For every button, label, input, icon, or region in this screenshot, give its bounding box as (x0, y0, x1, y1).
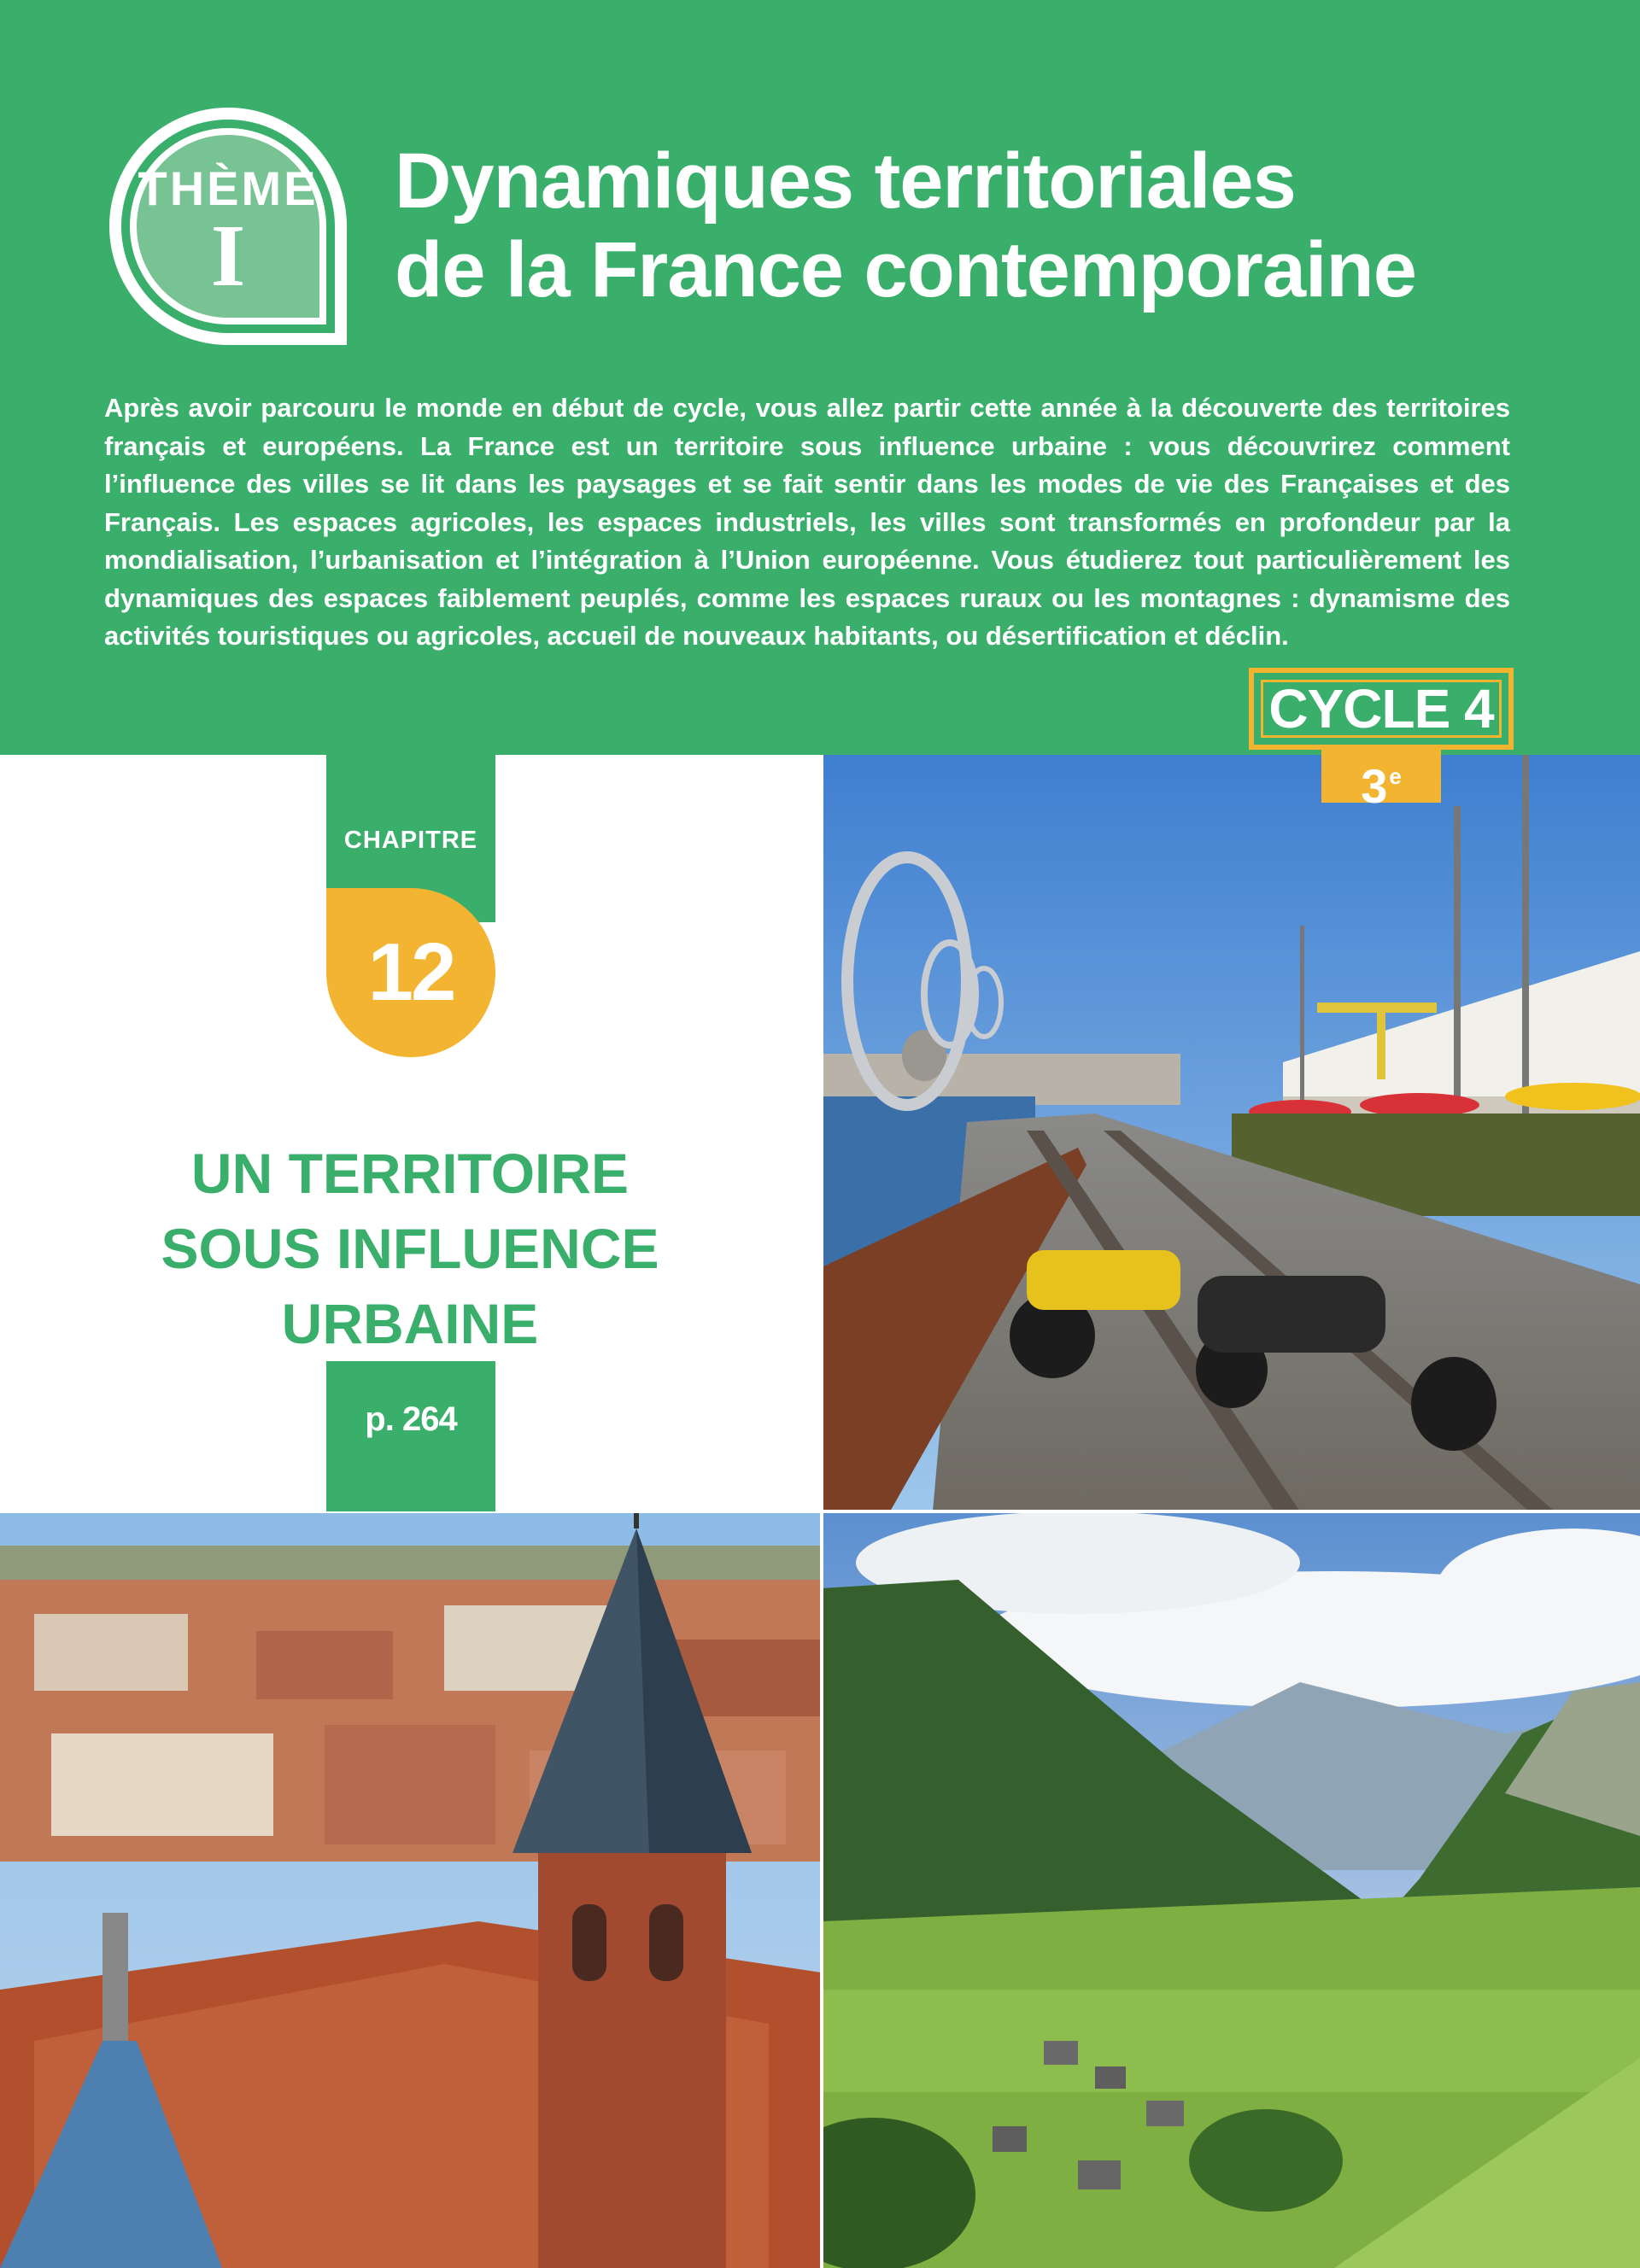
grade-suffix: e (1389, 763, 1402, 789)
theme-number: I (210, 207, 246, 305)
theme-intro-paragraph: Après avoir parcouru le monde en début de cycle, vous allez partir cette année à la découverte des territoires français et européens. La France est un territoire sous influence urbaine : vous découvrirez comment l’influence des villes se lit dans les paysages et se fait sentir dans les modes de vie des Françaises et des Français. Les espaces agricoles, les espaces industriels, les villes sont transformés en profondeur par la mondialisation, l’urbanisation et l’intégration à l’Union européenne. Vous étudierez tout particulièrement les dynamiques des espaces faiblement peuplés, comme les espaces ruraux ou les montagnes : dynamisme des activités touristiques ou agricoles, accueil de nouveaux habitants, ou désertification et déclin. (104, 393, 1510, 651)
chapter-title-line-1: UN TERRITOIRE (190, 1142, 630, 1205)
chapter-number-badge (326, 888, 495, 1057)
grade-number: 3 (1361, 759, 1388, 813)
photo-riverside-promenade (822, 755, 1640, 1511)
photo-mountain-valley (822, 1511, 1640, 2268)
cycle-label: CYCLE 4 (1268, 678, 1494, 739)
grade-badge (1321, 750, 1441, 813)
theme-title-line-1: Dynamiques territoriales (395, 137, 1296, 225)
photo-rooftops-church (0, 1511, 822, 2268)
photo-divider-horizontal (0, 1510, 1640, 1513)
chapter-number: 12 (367, 926, 454, 1018)
chapter-title-line-2: SOUS INFLUENCE URBAINE (161, 1217, 659, 1355)
chapter-title (34, 1136, 786, 1361)
theme-title-line-2: de la France contemporaine (395, 226, 1416, 313)
page-reference[interactable]: p. 264 (365, 1400, 457, 1438)
theme-badge (104, 102, 352, 350)
theme-label: THÈME (138, 161, 319, 215)
chapter-label: CHAPITRE (343, 827, 478, 854)
theme-title (395, 137, 1505, 314)
cycle-badge (1249, 668, 1514, 750)
